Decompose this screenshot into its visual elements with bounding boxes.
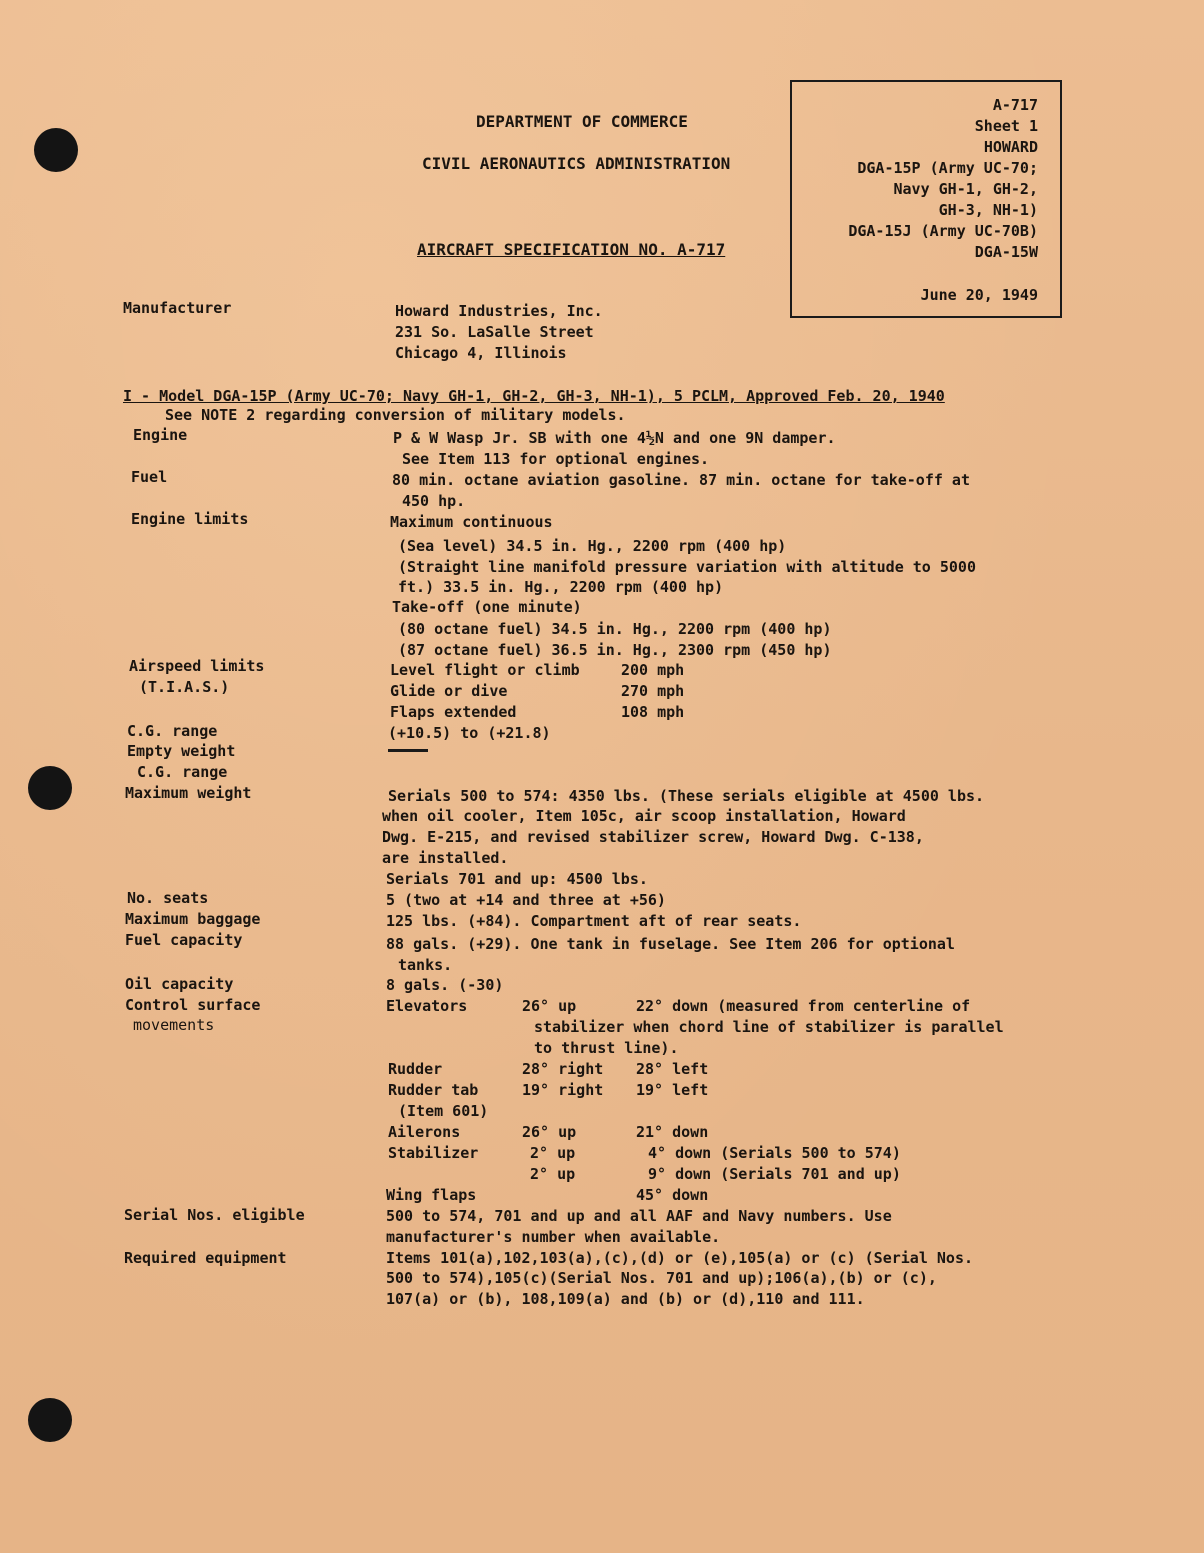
required-equipment-3: 107(a) or (b), 108,109(a) and (b) or (d),110 and 111. [386, 1290, 865, 1308]
serial-eligible-1: 500 to 574, 701 and up and all AAF and Navy numbers. Use [386, 1207, 892, 1225]
manufacturer-city: Chicago 4, Illinois [395, 344, 567, 362]
baggage-value: 125 lbs. (+84). Compartment aft of rear seats. [386, 912, 802, 930]
engine-limits-1: Maximum continuous [390, 513, 553, 531]
rudder-right: 28° right [522, 1060, 604, 1078]
max-weight-5: Serials 701 and up: 4500 lbs. [386, 870, 648, 888]
empty-weight-dash [388, 749, 428, 752]
max-weight-4: are installed. [382, 849, 509, 867]
rudder-label: Rudder [388, 1060, 443, 1078]
airspeed-level-value: 200 mph [621, 661, 685, 679]
cg-range-label: C.G. range [127, 722, 218, 740]
ailerons-label: Ailerons [388, 1123, 461, 1141]
oil-capacity-value: 8 gals. (-30) [386, 976, 504, 994]
stabilizer-label: Stabilizer [388, 1144, 479, 1162]
oil-capacity-label: Oil capacity [125, 975, 234, 993]
box-model-3: GH-3, NH-1) [938, 201, 1038, 219]
rudder-tab-left: 19° left [636, 1081, 709, 1099]
max-weight-2: when oil cooler, Item 105c, air scoop installation, Howard [382, 807, 906, 825]
punch-hole [28, 1398, 72, 1442]
fuel-label: Fuel [131, 468, 168, 486]
control-surface-label-2: movements [133, 1016, 215, 1034]
max-weight-label: Maximum weight [125, 784, 252, 802]
manufacturer-street: 231 So. LaSalle Street [395, 323, 594, 341]
ailerons-up: 26° up [522, 1123, 577, 1141]
ailerons-down: 21° down [636, 1123, 709, 1141]
spec-title: AIRCRAFT SPECIFICATION NO. A-717 [417, 240, 726, 259]
elevators-note-2: stabilizer when chord line of stabilizer is parallel [534, 1018, 1004, 1036]
punch-hole [34, 128, 78, 172]
airspeed-glide-label: Glide or dive [390, 682, 508, 700]
fuel-capacity-1: 88 gals. (+29). One tank in fuselage. See Item 206 for optional [386, 935, 955, 953]
airspeed-label-tias: (T.I.A.S.) [139, 678, 230, 696]
agency-title: CIVIL AERONAUTICS ADMINISTRATION [422, 154, 731, 173]
elevators-note-3: to thrust line). [534, 1039, 679, 1057]
baggage-label: Maximum baggage [125, 910, 261, 928]
engine-limits-label: Engine limits [131, 510, 249, 528]
fuel-capacity-2: tanks. [398, 956, 453, 974]
fuel-value-1: 80 min. octane aviation gasoline. 87 min. octane for take-off at [392, 471, 970, 489]
box-model-1: DGA-15P (Army UC-70; [857, 159, 1038, 177]
max-weight-3: Dwg. E-215, and revised stabilizer screw, Howard Dwg. C-138, [382, 828, 924, 846]
manufacturer-name: Howard Industries, Inc. [395, 302, 603, 320]
stabilizer-down-2: 9° down (Serials 701 and up) [648, 1165, 901, 1183]
manufacturer-label: Manufacturer [123, 299, 232, 317]
rudder-tab-item: (Item 601) [398, 1102, 489, 1120]
spec-box [790, 80, 1062, 318]
seats-label: No. seats [127, 889, 209, 907]
stabilizer-up-2: 2° up [530, 1165, 576, 1183]
required-equipment-1: Items 101(a),102,103(a),(c),(d) or (e),105(a) or (c) (Serial Nos. [386, 1249, 973, 1267]
engine-value-2: See Item 113 for optional engines. [402, 450, 710, 468]
cg-range-value: (+10.5) to (+21.8) [388, 724, 551, 742]
engine-value-1: P & W Wasp Jr. SB with one 4½N and one 9N damper. [393, 429, 836, 447]
required-equipment-label: Required equipment [124, 1249, 287, 1267]
fuel-value-2: 450 hp. [402, 492, 466, 510]
seats-value: 5 (two at +14 and three at +56) [386, 891, 666, 909]
elevators-down: 22° down (measured from centerline of [636, 997, 971, 1015]
elevators-label: Elevators [386, 997, 468, 1015]
control-surface-label: Control surface [125, 996, 261, 1014]
airspeed-glide-value: 270 mph [621, 682, 685, 700]
engine-limits-2: (Sea level) 34.5 in. Hg., 2200 rpm (400 hp) [398, 537, 787, 555]
box-spec-number: A-717 [992, 96, 1038, 114]
rudder-tab-label: Rudder tab [388, 1081, 479, 1099]
wing-flaps-label: Wing flaps [386, 1186, 477, 1204]
engine-limits-6: (80 octane fuel) 34.5 in. Hg., 2200 rpm (400 hp) [398, 620, 832, 638]
engine-limits-7: (87 octane fuel) 36.5 in. Hg., 2300 rpm (450 hp) [398, 641, 832, 659]
fuel-capacity-label: Fuel capacity [125, 931, 243, 949]
serial-eligible-label: Serial Nos. eligible [124, 1206, 305, 1224]
required-equipment-2: 500 to 574),105(c)(Serial Nos. 701 and up);106(a),(b) or (c), [386, 1269, 937, 1287]
rudder-left: 28° left [636, 1060, 709, 1078]
empty-weight-cg-label: C.G. range [137, 763, 228, 781]
punch-hole [28, 766, 72, 810]
stabilizer-up-1: 2° up [530, 1144, 576, 1162]
airspeed-label: Airspeed limits [129, 657, 265, 675]
section-title: I - Model DGA-15P (Army UC-70; Navy GH-1, GH-2, GH-3, NH-1), 5 PCLM, Approved Feb. 20, 1940 [123, 387, 945, 405]
elevators-up: 26° up [522, 997, 577, 1015]
box-make: HOWARD [983, 138, 1038, 156]
airspeed-flaps-label: Flaps extended [390, 703, 517, 721]
section-note: See NOTE 2 regarding conversion of military models. [165, 406, 626, 424]
empty-weight-label: Empty weight [127, 742, 236, 760]
rudder-tab-right: 19° right [522, 1081, 604, 1099]
airspeed-flaps-value: 108 mph [621, 703, 685, 721]
engine-limits-3: (Straight line manifold pressure variation with altitude to 5000 [398, 558, 976, 576]
airspeed-level-label: Level flight or climb [390, 661, 580, 679]
engine-limits-4: ft.) 33.5 in. Hg., 2200 rpm (400 hp) [398, 578, 724, 596]
serial-eligible-2: manufacturer's number when available. [386, 1228, 721, 1246]
box-date: June 20, 1949 [920, 286, 1038, 304]
wing-flaps-down: 45° down [636, 1186, 709, 1204]
max-weight-1: Serials 500 to 574: 4350 lbs. (These serials eligible at 4500 lbs. [388, 787, 985, 805]
box-model-2: Navy GH-1, GH-2, [893, 180, 1038, 198]
box-model-4: DGA-15J (Army UC-70B) [848, 222, 1038, 240]
box-sheet: Sheet 1 [974, 117, 1038, 135]
engine-label: Engine [133, 426, 188, 444]
stabilizer-down-1: 4° down (Serials 500 to 574) [648, 1144, 901, 1162]
engine-limits-5: Take-off (one minute) [392, 598, 582, 616]
box-model-5: DGA-15W [974, 243, 1038, 261]
department-title: DEPARTMENT OF COMMERCE [476, 112, 688, 131]
